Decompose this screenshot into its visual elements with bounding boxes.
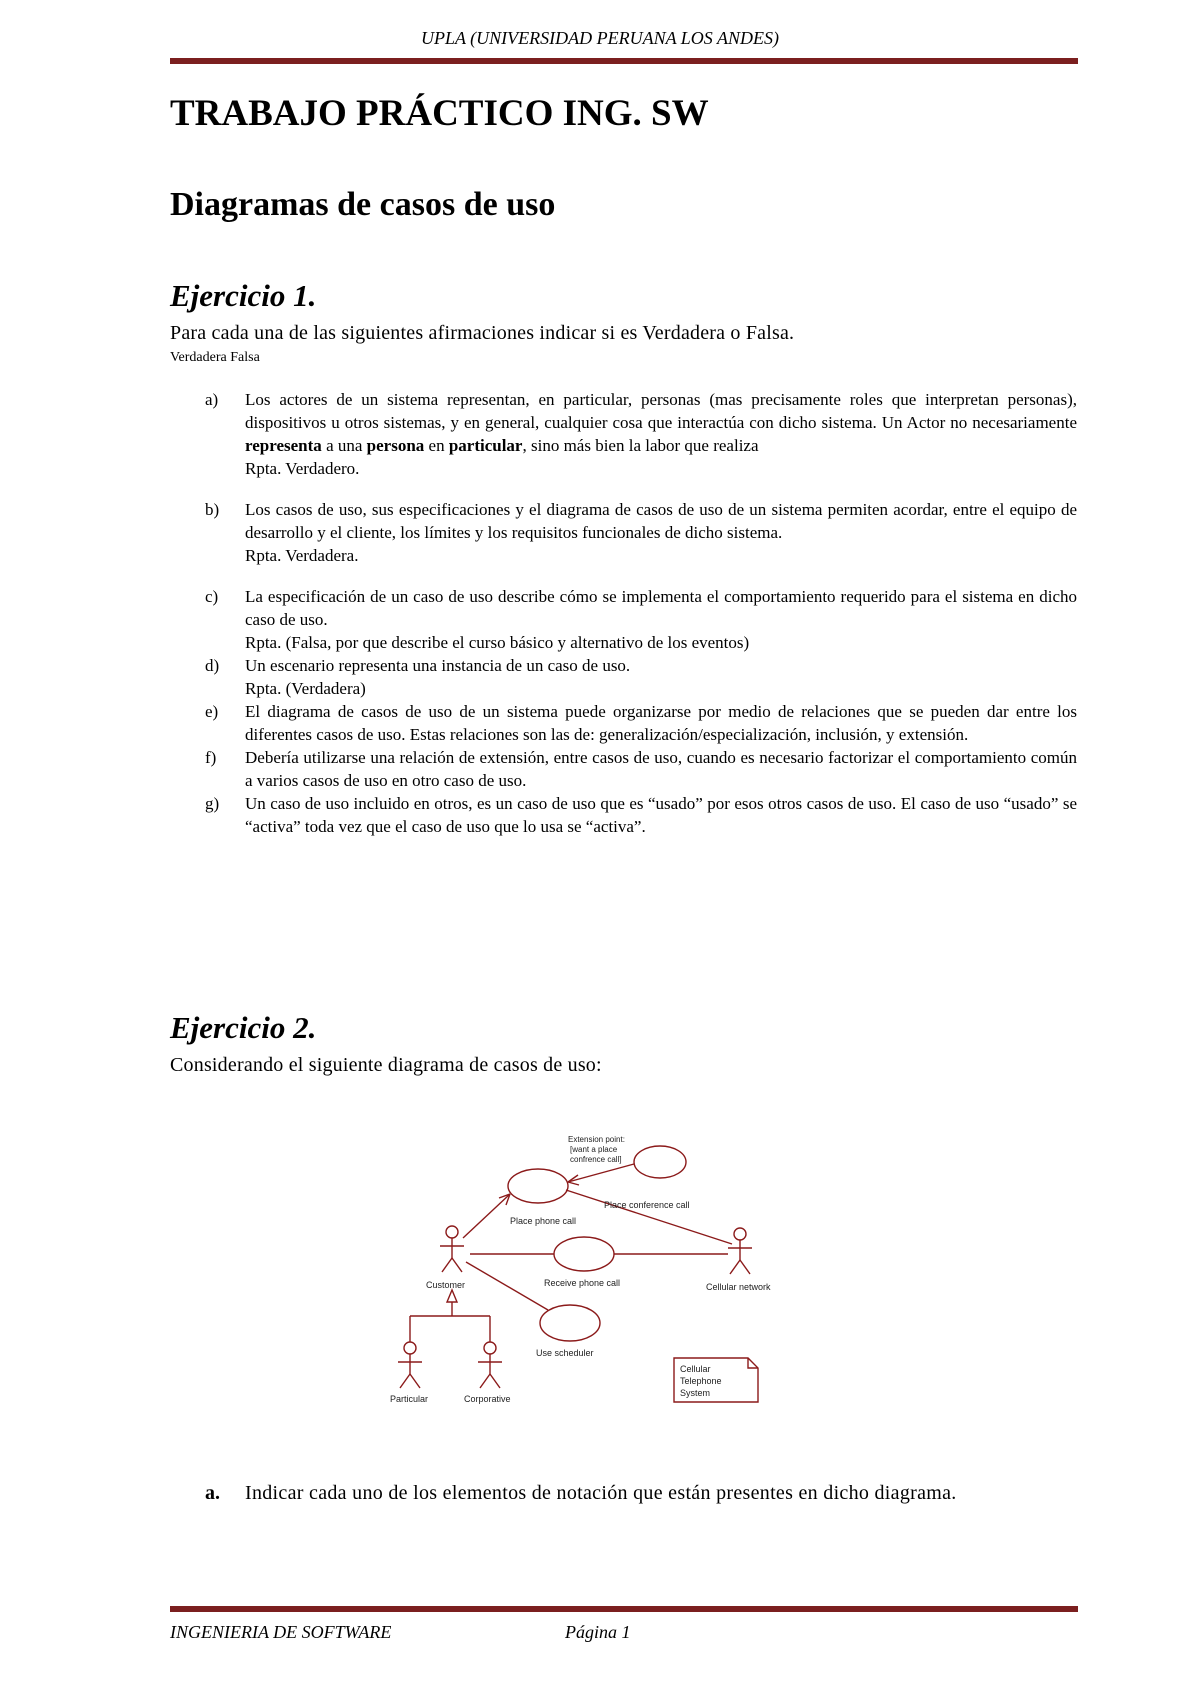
label-particular: Particular: [390, 1394, 429, 1404]
item-letter: a): [205, 390, 219, 409]
extension-note-line-1: Extension point:: [568, 1135, 625, 1144]
actor-corporative-icon: [478, 1342, 502, 1388]
item-bold-text: persona: [366, 436, 425, 455]
item-text: Un caso de uso incluido en otros, es un caso de uso que es “usado” por esos otros casos de uso. El caso de uso “usado” se “activa” toda vez que el caso de uso que lo usa se “activa”.: [245, 794, 1077, 836]
label-place-conference-call: Place conference call: [604, 1200, 690, 1210]
list-item-b: [205, 498, 1077, 567]
item-body: [245, 654, 1077, 700]
item-answer: Rpta. Verdadera.: [245, 546, 359, 565]
item-letter: f): [205, 748, 217, 767]
label-cellular-network: Cellular network: [706, 1282, 771, 1292]
page-header: UPLA (UNIVERSIDAD PERUANA LOS ANDES): [421, 28, 779, 48]
document-title: TRABAJO PRÁCTICO ING. SW: [170, 93, 709, 134]
label-receive-phone-call: Receive phone call: [544, 1278, 621, 1288]
use-case-conference-ellipse: [508, 1169, 568, 1203]
item-text: Debería utilizarse una relación de extensión, entre casos de uso, cuando es necesario factorizar el comportamiento común a varios casos de uso en otro caso de uso.: [245, 748, 1077, 790]
exercise1-items: [205, 388, 1077, 838]
extend-arrow-line: [568, 1164, 634, 1182]
item-text: La especificación de un caso de uso describe cómo se implementa el comportamiento requerido para el sistema en dicho caso de uso.: [245, 587, 1077, 629]
item-bold-text: representa: [245, 436, 322, 455]
exercise1-note: Verdadera Falsa: [170, 350, 260, 365]
use-case-diagram: [390, 1130, 858, 1420]
association-conference-network: [566, 1190, 732, 1244]
question-letter: a.: [205, 1482, 220, 1504]
list-item-d: [205, 654, 1077, 700]
system-note-line-2: Telephone: [680, 1376, 722, 1386]
exercise2-intro: Considerando el siguiente diagrama de casos de uso:: [170, 1054, 602, 1076]
item-answer: Rpta. (Falsa, por que describe el curso básico y alternativo de los eventos): [245, 633, 750, 652]
list-item-a: [205, 388, 1077, 480]
page-number: Página 1: [565, 1622, 631, 1642]
item-answer: Rpta. Verdadero.: [245, 459, 360, 478]
item-body: [245, 388, 1077, 480]
list-item-c: [205, 585, 1077, 654]
exercise2-heading: Ejercicio 2.: [170, 1010, 317, 1045]
item-text: Un escenario representa una instancia de un caso de uso.: [245, 656, 631, 675]
item-letter: e): [205, 702, 219, 721]
item-text: Los actores de un sistema representan, en particular, personas (mas precisamente roles que interpretan personas), dispositivos u otros sistemas, y en general, cualquier cosa que interactúa con dicho sistema. Un Actor no necesariamente: [245, 390, 1077, 432]
list-item-f: [205, 746, 1077, 792]
exercise1-intro: Para cada una de las siguientes afirmaciones indicar si es Verdadera o Falsa.: [170, 322, 795, 344]
association-customer-scheduler: [466, 1262, 548, 1310]
item-text: Los casos de uso, sus especificaciones y el diagrama de casos de uso de un sistema permiten acordar, entre el equipo de desarrollo y el cliente, los límites y los requisitos funcionales de dicho sistema.: [245, 500, 1077, 542]
generalization-arrowhead: [447, 1290, 457, 1302]
item-text: El diagrama de casos de uso de un sistema puede organizarse por medio de relaciones que se pueden dar entre los diferentes casos de uso. Estas relaciones son las de: generalización/especialización, inclusión, y extensión.: [245, 702, 1077, 744]
item-bold-text: particular: [448, 436, 523, 455]
use-case-scheduler-ellipse: [540, 1305, 600, 1341]
footer-rule: [170, 1606, 1078, 1612]
item-letter: d): [205, 656, 220, 675]
item-letter: g): [205, 794, 220, 813]
item-letter: c): [205, 587, 219, 606]
item-text: a una: [321, 436, 367, 455]
list-item-g: [205, 792, 1077, 838]
list-item-e: [205, 700, 1077, 746]
actor-customer-icon: [440, 1226, 464, 1272]
label-place-phone-call: Place phone call: [510, 1216, 577, 1226]
item-letter: b): [205, 500, 220, 519]
use-case-extension-ellipse: [634, 1146, 686, 1178]
actor-particular-icon: [398, 1342, 422, 1388]
footer-left: INGENIERIA DE SOFTWARE: [170, 1622, 392, 1642]
question-a: [205, 1478, 1077, 1508]
question-text: Indicar cada uno de los elementos de notación que están presentes en dicho diagrama.: [245, 1482, 957, 1504]
use-case-receive-ellipse: [554, 1237, 614, 1271]
exercise1-heading: Ejercicio 1.: [170, 278, 317, 313]
extension-note-line-3: confrence call]: [570, 1155, 622, 1164]
item-text: , sino más bien la labor que realiza: [522, 436, 759, 455]
item-body: [245, 585, 1077, 654]
item-body: [245, 498, 1077, 567]
label-use-scheduler: Use scheduler: [536, 1348, 594, 1358]
item-answer: Rpta. (Verdadera): [245, 679, 366, 698]
label-corporative: Corporative: [464, 1394, 511, 1404]
label-customer: Customer: [426, 1280, 466, 1290]
actor-network-icon: [728, 1228, 752, 1274]
system-note-line-1: Cellular: [680, 1364, 711, 1374]
extension-note-line-2: [want a place: [570, 1145, 618, 1154]
header-rule: [170, 58, 1078, 64]
association-customer-conference: [463, 1194, 510, 1238]
item-text: en: [424, 436, 449, 455]
document-subtitle: Diagramas de casos de uso: [170, 186, 556, 223]
system-note-line-3: System: [680, 1388, 711, 1398]
